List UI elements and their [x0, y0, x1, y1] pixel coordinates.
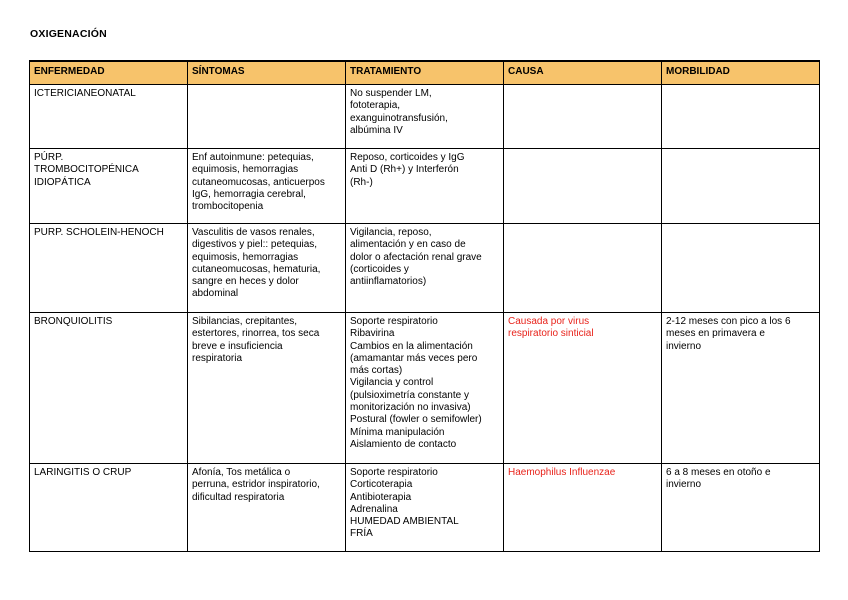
sintomas-line: Sibilancias, crepitantes, [192, 316, 298, 327]
cell-morbilidad [662, 464, 820, 552]
tratamiento-line: Aislamiento de contacto [350, 438, 457, 450]
tratamiento-line: monitorización no invasiva) [350, 402, 471, 414]
table-row [30, 149, 820, 224]
cell-enfermedad [30, 464, 188, 552]
cell-sintomas [188, 224, 346, 313]
cell-sintomas [188, 464, 346, 552]
sintomas-line: equimosis, hemorragias [192, 164, 299, 176]
cell-sintomas [188, 149, 346, 224]
cell-tratamiento [346, 313, 504, 464]
enfermedad-line: TROMBOCITOPÉNICA [34, 164, 139, 176]
tratamiento-line: FRÍA [350, 528, 373, 540]
sintomas-line: digestivos y piel:: petequias, [192, 239, 318, 251]
cell-tratamiento [346, 85, 504, 149]
cell-tratamiento [346, 464, 504, 552]
tratamiento-line: HUMEDAD AMBIENTAL [350, 516, 459, 528]
sintomas-line: breve e insuficiencia [192, 340, 283, 352]
enfermedad-line: PURP. SCHOLEIN-HENOCH [34, 227, 164, 238]
tratamiento-line: Anti D (Rh+) y Interferón [350, 164, 459, 176]
sintomas-line: estertores, rinorrea, tos seca [192, 328, 320, 340]
cell-enfermedad [30, 149, 188, 224]
page-title: OXIGENACIÓN [30, 28, 107, 40]
tratamiento-line: (pulsioximetría constante y [350, 389, 469, 401]
tratamiento-line: Antibioterapia [350, 491, 412, 503]
tratamiento-line: Vigilancia y control [350, 377, 434, 389]
sintomas-line: trombocitopenia [192, 201, 264, 213]
enfermedad-line: LARINGITIS O CRUP [34, 467, 132, 478]
cell-tratamiento [346, 149, 504, 224]
sintomas-line: abdominal [192, 288, 239, 300]
sintomas-line: Enf autoinmune: petequias, [192, 152, 314, 163]
cell-enfermedad [30, 85, 188, 149]
cell-enfermedad [30, 224, 188, 313]
tratamiento-line: (amamantar más veces pero [350, 352, 478, 364]
sintomas-line: equimosis, hemorragias [192, 251, 299, 263]
cell-tratamiento [346, 224, 504, 313]
tratamiento-line: Soporte respiratorio [350, 316, 438, 327]
header-sintomas: SÍNTOMAS [188, 61, 346, 85]
cell-causa [504, 224, 662, 313]
enfermedad-line: IDIOPÁTICA [34, 176, 91, 188]
cell-causa [504, 149, 662, 224]
tratamiento-line: Reposo, corticoides y IgG [350, 152, 465, 163]
tratamiento-line: Adrenalina [350, 503, 398, 515]
tratamiento-line: Mínima manipulación [350, 426, 445, 438]
tratamiento-line: Vigilancia, reposo, [350, 227, 432, 238]
header-morbilidad: MORBILIDAD [662, 61, 820, 85]
morbilidad-line: 2-12 meses con pico a los 6 [666, 316, 791, 327]
sintomas-line: cutaneomucosas, hematuria, [192, 263, 321, 275]
enfermedad-line: PÚRP. [34, 152, 64, 163]
tratamiento-line: (Rh-) [350, 176, 373, 188]
tratamiento-line: exanguinotransfusión, [350, 112, 448, 124]
tratamiento-line: No suspender LM, [350, 88, 432, 99]
cell-causa [504, 313, 662, 464]
sintomas-line: Vasculitis de vasos renales, [192, 227, 315, 238]
sintomas-line: cutaneomucosas, anticuerpos [192, 176, 325, 188]
table-row [30, 85, 820, 149]
sintomas-line: dificultad respiratoria [192, 491, 285, 503]
morbilidad-line: 6 a 8 meses en otoño e [666, 467, 771, 478]
tratamiento-line: Soporte respiratorio [350, 467, 438, 478]
morbilidad-line: meses en primavera e [666, 328, 765, 340]
tratamiento-line: alimentación y en caso de [350, 239, 466, 251]
tratamiento-line: más cortas) [350, 365, 403, 377]
cell-sintomas [188, 85, 346, 149]
tratamiento-line: albúmina IV [350, 124, 403, 136]
cell-causa [504, 85, 662, 149]
sintomas-line: respiratoria [192, 352, 243, 364]
sintomas-line: IgG, hemorragia cerebral, [192, 188, 306, 200]
cell-sintomas [188, 313, 346, 464]
tratamiento-line: Ribavirina [350, 328, 395, 340]
cell-morbilidad [662, 224, 820, 313]
morbilidad-line: invierno [666, 479, 702, 491]
causa-line: respiratorio sinticial [508, 328, 594, 340]
cell-morbilidad [662, 149, 820, 224]
tratamiento-line: Postural (fowler o semifowler) [350, 414, 482, 426]
sintomas-line: sangre en heces y dolor [192, 276, 299, 288]
enfermedad-line: BRONQUIOLITIS [34, 316, 113, 327]
cell-morbilidad [662, 85, 820, 149]
tratamiento-line: (corticoides y [350, 263, 409, 275]
table-row [30, 464, 820, 552]
table-row [30, 224, 820, 313]
tratamiento-line: Cambios en la alimentación [350, 340, 473, 352]
table-header-row [30, 61, 820, 85]
tratamiento-line: fototerapia, [350, 100, 401, 112]
tratamiento-line: dolor o afectación renal grave [350, 251, 482, 263]
morbilidad-line: invierno [666, 340, 702, 352]
causa-line: Causada por virus [508, 316, 590, 327]
header-causa: CAUSA [504, 61, 662, 85]
cell-causa [504, 464, 662, 552]
tratamiento-line: Corticoterapia [350, 479, 413, 491]
sintomas-line: Afonía, Tos metálica o [192, 467, 291, 478]
sintomas-line: perruna, estridor inspiratorio, [192, 479, 320, 491]
disease-table [29, 60, 820, 552]
cell-enfermedad [30, 313, 188, 464]
header-tratamiento: TRATAMIENTO [346, 61, 504, 85]
table-row [30, 313, 820, 464]
tratamiento-line: antiinflamatorios) [350, 276, 427, 288]
causa-line: Haemophilus Influenzae [508, 467, 616, 478]
header-enfermedad: ENFERMEDAD [30, 61, 188, 85]
enfermedad-line: ICTERICIANEONATAL [34, 88, 136, 99]
cell-morbilidad [662, 313, 820, 464]
